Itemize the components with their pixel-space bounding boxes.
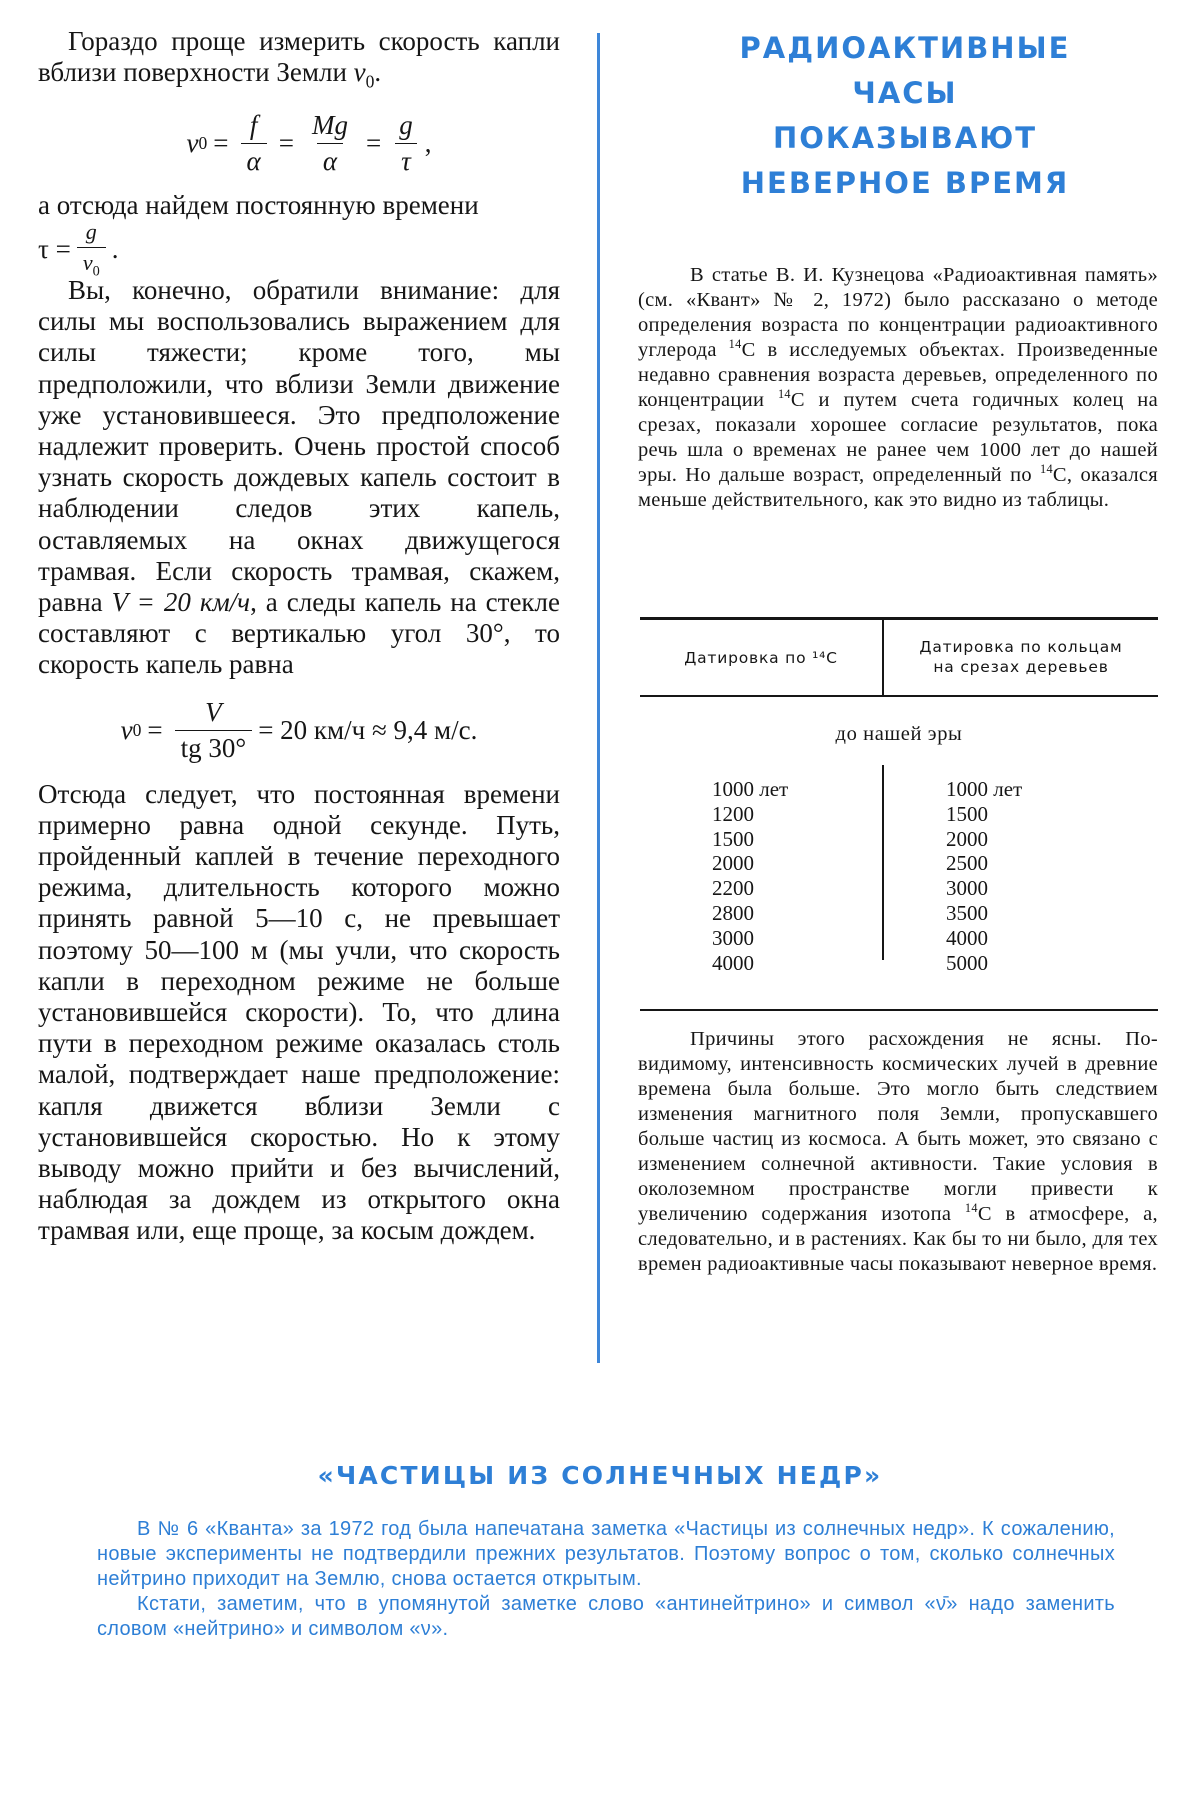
table-cell: 1000 лет [946,777,1023,801]
table-cell: 3500 [946,900,988,925]
article-paragraph-2: Причины этого расхождения не ясны. По-видимому, интенсивность космических лучей в древние времена была больше. Это могло быть следствием изменения магнитного поля Земли, пропускавшего больше частиц из космоса. А быть может, это связано с изменением солнечной активности. Такие условия в околоземном пространстве могли привести к увеличению содержания изотопа $^{14}$C в атмосфере, а, следовательно, и в растениях. Как бы то ни было, для тех времен радиоактивные часы показывают неверное время. [638,1028,1158,1275]
article-title [710,26,1100,206]
formula-tau: τ = $\frac{g}{v_0}$ . [38,219,119,280]
table-cell: 2800 [712,900,754,925]
table-cell: 2000 [946,826,988,851]
table-cell: 3000 [946,876,988,901]
table-rule [640,695,1158,697]
table-cell: 2000 [712,851,754,876]
title-line: РАДИОАКТИВНЫЕ [739,31,1071,65]
formula-v0: v 0 = $\frac{f}{\alpha}$ = $\frac{Mg}{\alpha}$ = $\frac{g}{\tau}$ , [186,110,432,177]
title-line: НЕВЕРНОЕ ВРЕМЯ [740,166,1070,200]
table-cell: 1500 [712,826,754,851]
table-cell: 4000 [712,950,754,975]
correction-title: «ЧАСТИЦЫ ИЗ СОЛНЕЧНЫХ НЕДР» [317,1461,883,1490]
article-paragraph-1: В статье В. И. Кузнецова «Радиоактивная память» (см. «Квант» № 2, 1972) было рассказано о методе определения возраста по концентрации радиоактивного углерода $^{14}$C в исследуемых объектах. Произведенные недавно сравнения возраста деревьев, определенного по концентрации $^{14}$C и путем счета годичных колец на срезах, показали хорошее согласие результатов, пока речь шла о временах не ранее чем 1000 лет до нашей эры. Но дальше возраст, определенный по $^{14}$C, оказался меньше действительного, как это видно из таблицы. [638,264,1158,511]
table-column-rings [946,777,1022,975]
title-line: ПОКАЗЫВАЮТ [772,121,1038,155]
table-rule [882,765,884,960]
table-cell: 1200 [712,801,754,826]
table-cell: 5000 [946,950,988,975]
table-cell: 1500 [946,801,988,826]
left-paragraph-1: Гораздо проще измерить скорость капли вблизи поверхности Земли $v_0$. [38,26,560,92]
table-header-rings: Датировка по кольцам на срезах деревьев [919,638,1123,676]
left-column [38,26,560,1247]
table-cell: 2200 [712,876,754,901]
table-era-label: до нашей эры [835,723,963,745]
column-divider [597,33,600,1363]
table-header-c14: Датировка по ¹⁴C [684,649,838,667]
left-paragraph-2: а отсюда найдем постоянную времени [38,189,479,220]
correction-paragraph-1: В № 6 «Кванта» за 1972 год была напечатана заметка «Частицы из солнечных недр». К сожалению, новые эксперименты не подтвердили прежних результатов. Поэтому вопрос о том, сколько солнечных нейтрино приходит на Землю, снова остается открытым. [97,1518,1115,1590]
table-cell: 1000 лет [712,777,789,801]
table-cell: 2500 [946,851,988,876]
table-rule [640,1009,1158,1011]
table-column-c14 [712,777,788,975]
correction-paragraph-2: Кстати, заметим, что в упомянутой заметке слово «антинейтрино» и символ «ν̄» надо заменить словом «нейтрино» и символом «ν». [97,1593,1115,1640]
dating-table [640,617,1158,1012]
formula-drop-speed: v 0 = $\frac{V}{tg 30^\circ}$ = 20 км/ч ≈ 9,4 м/с. [120,697,478,764]
title-line: ЧАСЫ [852,76,958,110]
left-paragraph-4: Отсюда следует, что постоянная времени примерно равна одной секунде. Путь, пройденный каплей в течение переходного режима, длительность которого можно принять равной 5—10 с, не превышает поэтому 50—100 м (мы учли, что скорость капли в переходном режиме не больше установившейся скорости). То, что длина пути в переходном режиме оказалась столь малой, подтверждает наше предположение: капля движется вблизи Земли с установившейся скоростью. Но к этому выводу можно прийти и без вычислений, наблюдая за дождем из открытого окна трамвая или, еще проще, за косым дождем. [38,778,560,1246]
left-paragraph-3: Вы, конечно, обратили внимание: для силы мы воспользовались выражением для силы тяжести; кроме того, мы предположили, что вблизи Земли движение уже установившееся. Это предположение надлежит проверить. Очень простой способ узнать скорость дождевых капель состоит в наблюдении следов этих капель, оставляемых на окнах движущегося трамвая. Если скорость трамвая, скажем, равна V = 20 км/ч, а следы капель на стекле составляют с вертикалью угол 30°, то скорость капель равна [38,275,561,680]
table-rule [640,617,1158,620]
table-cell: 4000 [946,925,988,950]
table-cell: 3000 [712,925,754,950]
